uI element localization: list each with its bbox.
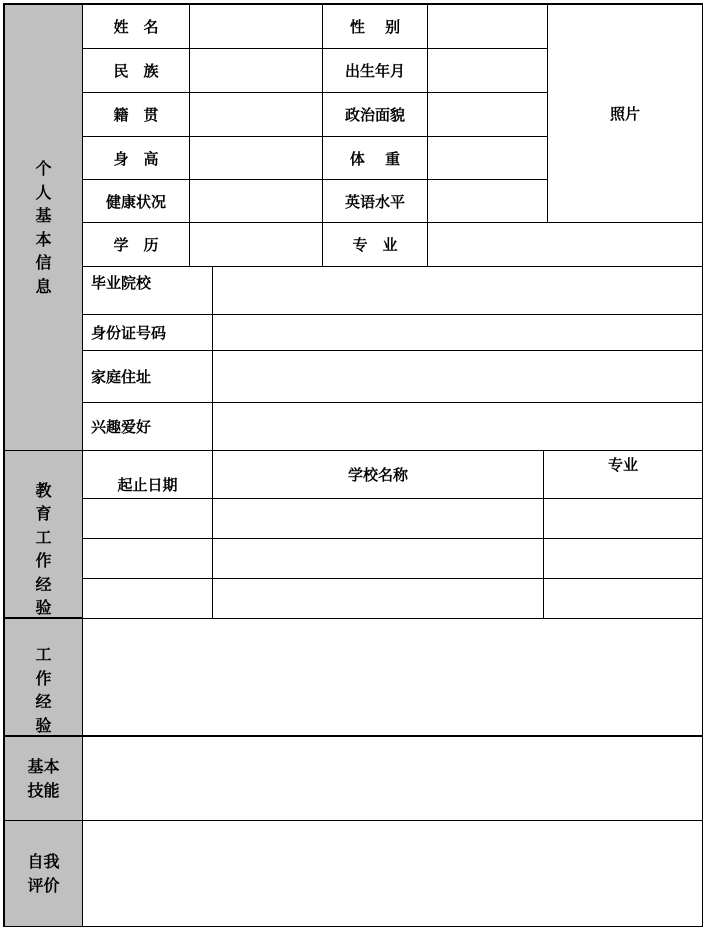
label-health: 健康状况 [82,179,190,223]
field-skills[interactable] [82,736,703,821]
field-major[interactable] [427,222,703,267]
section-skills-label: 基本 技能 [27,757,60,800]
field-name[interactable] [189,4,323,49]
field-gender[interactable] [427,4,548,49]
divider [3,735,703,737]
section-education [4,450,83,618]
field-political[interactable] [427,92,548,137]
field-health[interactable] [189,179,323,223]
field-hobbies[interactable] [212,402,703,451]
section-skills [4,736,83,821]
label-gender: 性 别 [322,4,428,49]
edu-row-1-school[interactable] [212,498,544,539]
section-work [4,618,83,737]
edu-header-school: 学校名称 [212,450,544,499]
field-address[interactable] [212,350,703,403]
section-self-eval-label: 自我 评价 [27,852,60,895]
edu-row-1-major[interactable] [543,498,703,539]
edu-header-major: 专业 [543,450,703,499]
label-birth: 出生年月 [322,48,428,93]
field-self-eval[interactable] [82,820,703,927]
label-height: 身 高 [82,136,190,180]
label-major: 专 业 [322,222,428,267]
label-education-level: 学 历 [82,222,190,267]
section-personal-info [4,4,83,451]
section-self-eval [4,820,83,927]
edu-row-2-school[interactable] [212,538,544,579]
label-address: 家庭住址 [82,350,213,403]
field-height[interactable] [189,136,323,180]
section-work-label: 工 作 经 验 [35,645,52,735]
label-political: 政治面貌 [322,92,428,137]
section-personal-info-label: 个 人 基 本 信 息 [35,159,52,296]
edu-row-3-major[interactable] [543,578,703,619]
edu-header-dates: 起止日期 [82,450,213,499]
label-weight: 体 重 [322,136,428,180]
label-id-number: 身份证号码 [82,314,213,351]
label-hobbies: 兴趣爱好 [82,402,213,451]
edu-row-1-dates[interactable] [82,498,213,539]
label-ethnicity: 民 族 [82,48,190,93]
field-education-level[interactable] [189,222,323,267]
label-name: 姓 名 [82,4,190,49]
edu-row-3-school[interactable] [212,578,544,619]
field-weight[interactable] [427,136,548,180]
photo-box[interactable]: 照片 [547,4,703,223]
field-native-place[interactable] [189,92,323,137]
field-id-number[interactable] [212,314,703,351]
edu-row-3-dates[interactable] [82,578,213,619]
edu-row-2-dates[interactable] [82,538,213,579]
field-birth[interactable] [427,48,548,93]
section-education-label: 教 育 工 作 经 验 [35,480,52,617]
field-english[interactable] [427,179,548,223]
label-english: 英语水平 [322,179,428,223]
field-school[interactable] [212,266,703,315]
field-work-experience[interactable] [82,618,703,737]
edu-row-2-major[interactable] [543,538,703,579]
field-ethnicity[interactable] [189,48,323,93]
label-school: 毕业院校 [82,266,213,315]
label-native-place: 籍 贯 [82,92,190,137]
